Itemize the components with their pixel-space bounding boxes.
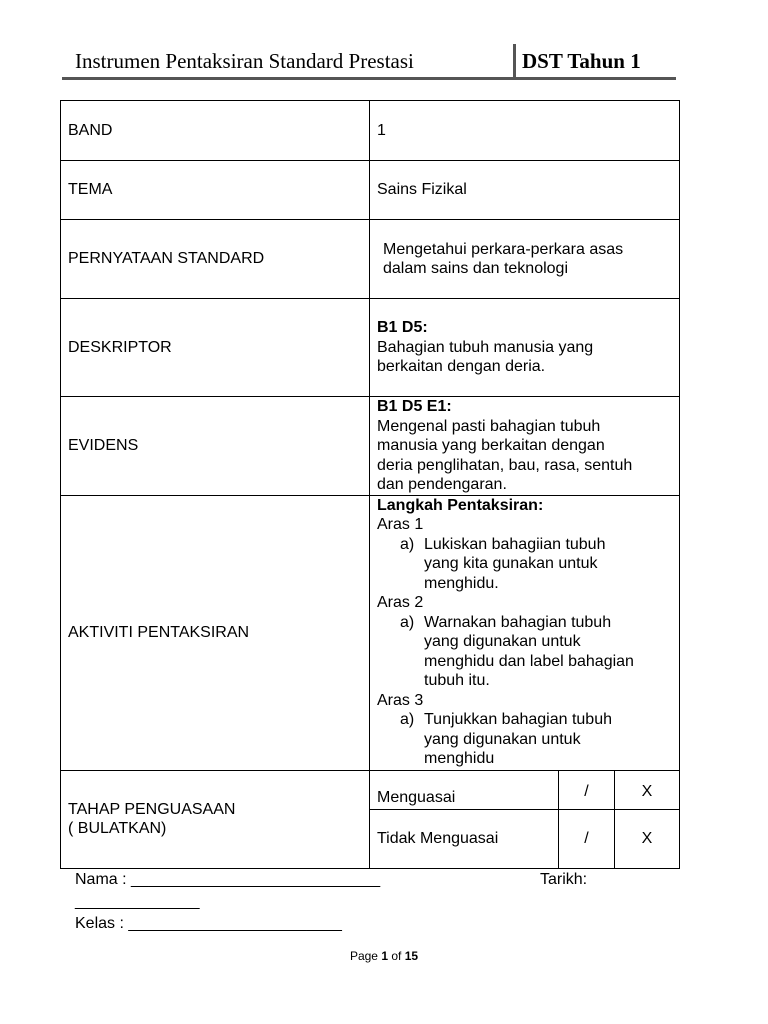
- page-number: [0, 949, 768, 963]
- standard-line: dalam sains dan teknologi: [383, 260, 569, 277]
- deskriptor-line: Bahagian tubuh manusia yang: [377, 338, 594, 356]
- tahap-options-table: [370, 771, 679, 868]
- option-label: Menguasai: [377, 788, 456, 806]
- evidens-line: dan pendengaran.: [377, 476, 507, 493]
- tahap-label: [61, 770, 370, 868]
- aktiviti-heading: Langkah Pentaksiran:: [377, 496, 544, 514]
- option-row: [370, 810, 679, 868]
- aras-item: [377, 710, 679, 769]
- header-code: DST Tahun 1: [522, 49, 641, 73]
- row-tema: [61, 161, 680, 220]
- standard-value: [370, 220, 680, 299]
- deskriptor-code: B1 D5:: [377, 319, 428, 337]
- page-total: 15: [404, 949, 419, 963]
- header-rule: [62, 77, 676, 80]
- aktiviti-value: [370, 495, 680, 770]
- item-line: menghidu: [424, 750, 495, 767]
- evidens-line: manusia yang berkaitan dengan: [377, 437, 605, 454]
- row-standard: [61, 220, 680, 299]
- option-tick[interactable]: /: [559, 771, 615, 810]
- item-marker: a): [400, 711, 415, 728]
- tahap-label-line: ( BULATKAN): [68, 820, 167, 837]
- evidens-line: Mengenal pasti bahagian tubuh: [377, 417, 601, 435]
- item-line: Tunjukkan bahagian tubuh: [424, 711, 612, 728]
- aras-item: [377, 535, 679, 594]
- option-cross[interactable]: X: [615, 810, 680, 868]
- aktiviti-label: AKTIVITI PENTAKSIRAN: [61, 495, 370, 770]
- deskriptor-line: berkaitan dengan deria.: [377, 358, 546, 376]
- option-tick[interactable]: /: [559, 810, 615, 868]
- tahap-options: [370, 770, 680, 868]
- header-title: Instrumen Pentaksiran Standard Prestasi: [75, 49, 414, 73]
- page-current: 1: [381, 949, 388, 963]
- aras-item: [377, 613, 679, 691]
- evidens-line: deria penglihatan, bau, rasa, sentuh: [377, 456, 633, 474]
- tema-value: Sains Fizikal: [370, 161, 680, 220]
- nama-field-continued: ______________: [75, 893, 200, 910]
- evidens-label: EVIDENS: [61, 397, 370, 496]
- assessment-table: [60, 100, 680, 869]
- item-line: tubuh itu.: [424, 672, 490, 689]
- standard-line: Mengetahui perkara-perkara asas: [383, 240, 624, 258]
- row-band: [61, 101, 680, 161]
- item-marker: a): [400, 613, 415, 631]
- header-divider: [513, 44, 516, 80]
- band-label: BAND: [61, 101, 370, 161]
- row-tahap: [61, 770, 680, 868]
- page-prefix: Page: [349, 949, 382, 963]
- item-line: menghidu dan label bahagian: [424, 652, 634, 670]
- item-marker: a): [400, 535, 415, 553]
- band-value: 1: [370, 101, 680, 161]
- aras-title: Aras 3: [377, 691, 424, 709]
- option-row: [370, 771, 679, 810]
- evidens-code: B1 D5 E1:: [377, 398, 452, 415]
- item-line: yang digunakan untuk: [424, 730, 581, 748]
- deskriptor-label: DESKRIPTOR: [61, 299, 370, 397]
- tahap-label-line: TAHAP PENGUASAAN: [68, 800, 236, 818]
- page-of: of: [388, 949, 405, 963]
- deskriptor-value: [370, 299, 680, 397]
- item-line: yang digunakan untuk: [424, 633, 581, 650]
- item-line: menghidu.: [424, 574, 499, 592]
- aras-title: Aras 2: [377, 594, 424, 611]
- option-cross[interactable]: X: [615, 771, 680, 810]
- item-line: Warnakan bahagian tubuh: [424, 613, 612, 631]
- item-line: Lukiskan bahagiian tubuh: [424, 535, 606, 553]
- row-evidens: [61, 397, 680, 496]
- item-line: yang kita gunakan untuk: [424, 555, 598, 572]
- option-label: Tidak Menguasai: [370, 810, 559, 868]
- row-aktiviti: [61, 495, 680, 770]
- row-deskriptor: [61, 299, 680, 397]
- nama-field[interactable]: Nama : ____________________________: [75, 871, 381, 888]
- aras-title: Aras 1: [377, 516, 424, 533]
- kelas-field[interactable]: Kelas : ________________________: [75, 915, 342, 932]
- tema-label: TEMA: [61, 161, 370, 220]
- tarikh-field[interactable]: Tarikh:: [540, 871, 588, 888]
- standard-label: PERNYATAAN STANDARD: [61, 220, 370, 299]
- evidens-value: [370, 397, 680, 496]
